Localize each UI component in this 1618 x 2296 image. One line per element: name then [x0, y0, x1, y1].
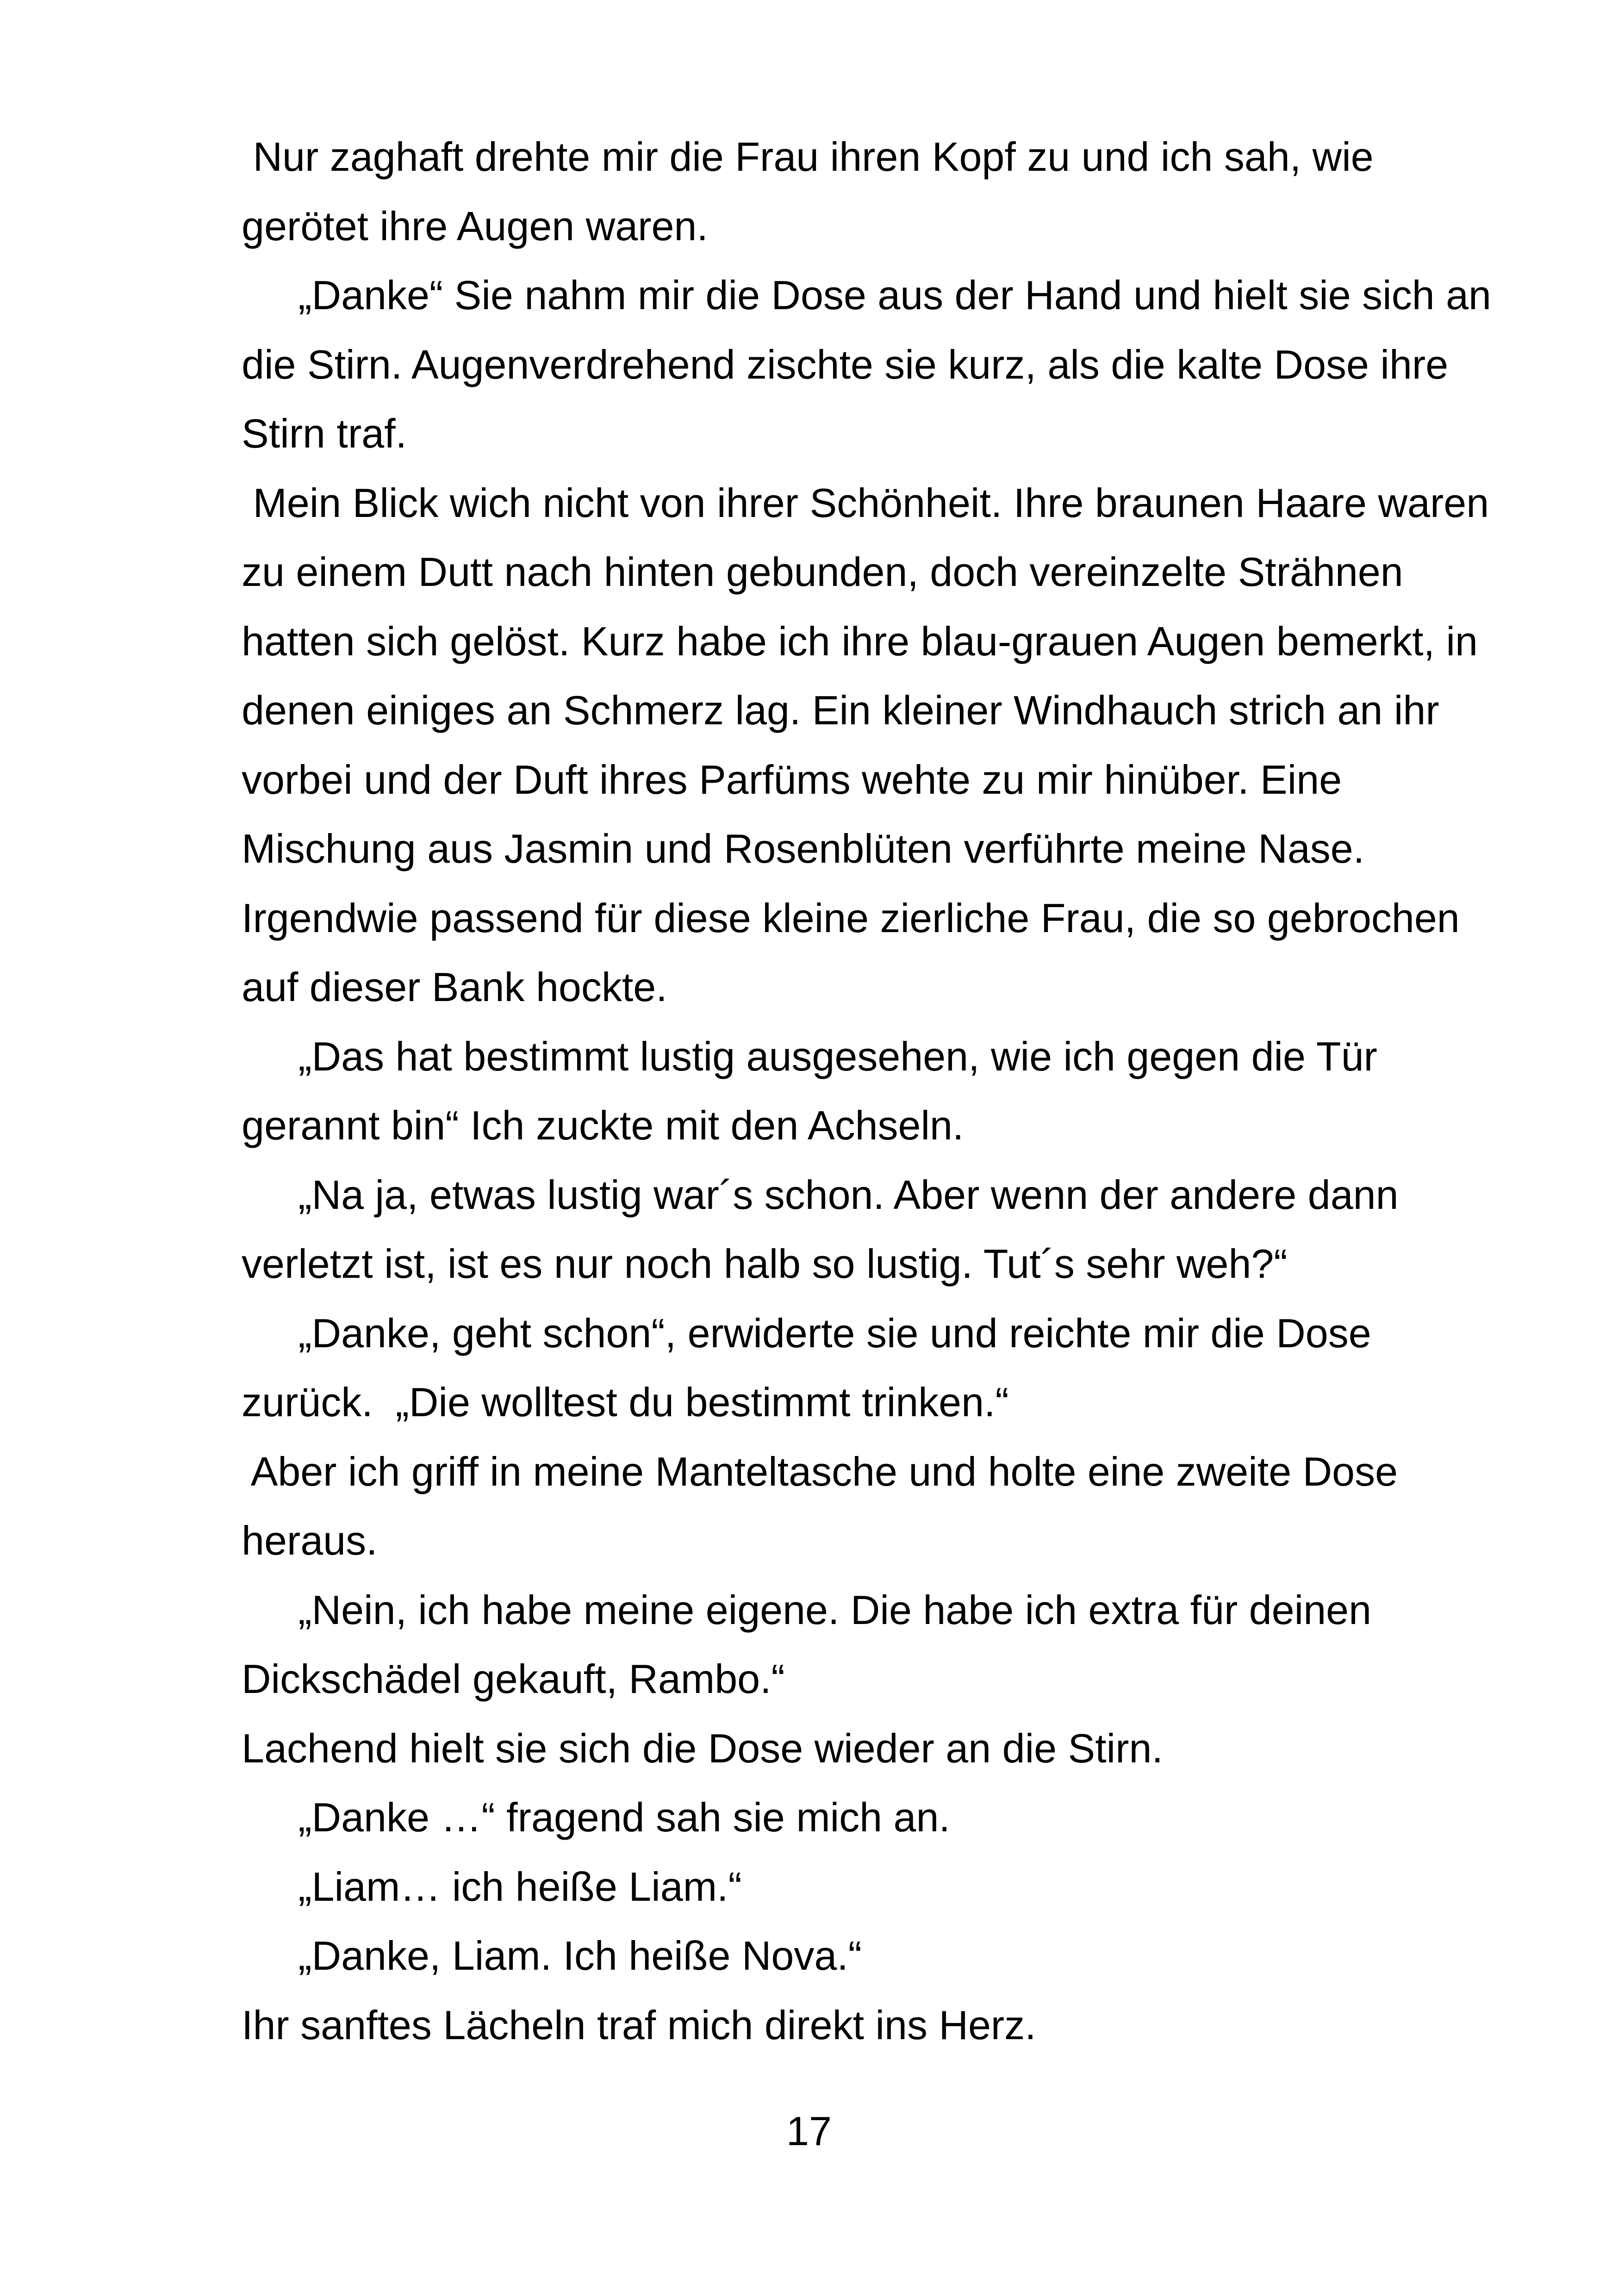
- text-line: Dickschädel gekauft, Rambo.“: [242, 1656, 785, 1702]
- text-line: Mischung aus Jasmin und Rosenblüten verführte meine Nase.: [242, 826, 1365, 871]
- text-line: „Danke“ Sie nahm mir die Dose aus der Hand und hielt sie sich an: [242, 272, 1491, 318]
- page-number: 17: [786, 2108, 832, 2154]
- text-line: Nur zaghaft drehte mir die Frau ihren Kopf zu und ich sah, wie: [242, 134, 1374, 180]
- text-line: „Na ja, etwas lustig war´s schon. Aber wenn der andere dann: [242, 1171, 1399, 1218]
- text-line: „Liam… ich heiße Liam.“: [242, 1863, 742, 1910]
- text-line: Irgendwie passend für diese kleine zierliche Frau, die so gebrochen: [242, 895, 1460, 941]
- text-line: Mein Blick wich nicht von ihrer Schönheit. Ihre braunen Haare waren: [242, 479, 1489, 526]
- text-line: Aber ich griff in meine Manteltasche und holte eine zweite Dose: [242, 1448, 1398, 1494]
- text-line: denen einiges an Schmerz lag. Ein kleiner Windhauch strich an ihr: [242, 687, 1439, 733]
- text-line: „Das hat bestimmt lustig ausgesehen, wie ich gegen die Tür: [242, 1033, 1377, 1079]
- text-line: zurück. „Die wolltest du bestimmt trinken.“: [242, 1379, 1009, 1425]
- text-line: gerannt bin“ Ich zuckte mit den Achseln.: [242, 1102, 964, 1148]
- text-line: verletzt ist, ist es nur noch halb so lustig. Tut´s sehr weh?“: [242, 1241, 1288, 1287]
- text-line: die Stirn. Augenverdrehend zischte sie kurz, als die kalte Dose ihre: [242, 341, 1449, 387]
- text-line: Ihr sanftes Lächeln traf mich direkt ins Herz.: [242, 2002, 1036, 2048]
- text-line: heraus.: [242, 1518, 378, 1563]
- text-line: „Danke …“ fragend sah sie mich an.: [242, 1794, 950, 1840]
- text-body: [242, 122, 1574, 2060]
- text-line: gerötet ihre Augen waren.: [242, 203, 708, 249]
- text-line: „Danke, geht schon“, erwiderte sie und reichte mir die Dose: [242, 1310, 1371, 1356]
- text-line: vorbei und der Duft ihres Parfüms wehte zu mir hinüber. Eine: [242, 756, 1342, 803]
- text-line: „Nein, ich habe meine eigene. Die habe ich extra für deinen: [242, 1587, 1372, 1633]
- text-line: „Danke, Liam. Ich heiße Nova.“: [242, 1933, 862, 1979]
- text-line: Lachend hielt sie sich die Dose wieder an die Stirn.: [242, 1725, 1163, 1771]
- text-line: zu einem Dutt nach hinten gebunden, doch vereinzelte Strähnen: [242, 549, 1403, 595]
- text-line: hatten sich gelöst. Kurz habe ich ihre blau-grauen Augen bemerkt, in: [242, 618, 1478, 664]
- text-line: auf dieser Bank hockte.: [242, 964, 667, 1010]
- text-line: Stirn traf.: [242, 411, 407, 456]
